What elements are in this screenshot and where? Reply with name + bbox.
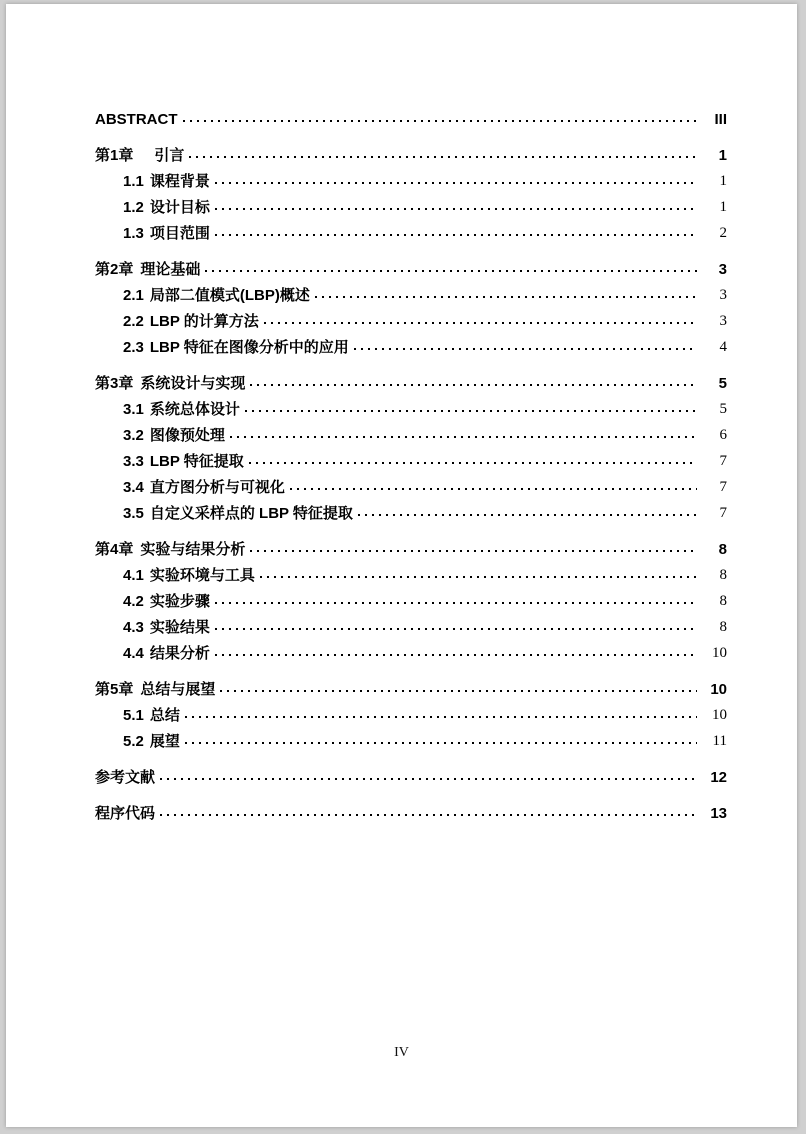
toc-entry[interactable] (95, 446, 727, 472)
leader-dots (220, 674, 697, 700)
toc-entry[interactable] (95, 420, 727, 446)
toc-entry[interactable] (95, 726, 727, 752)
leader-dots (215, 586, 697, 612)
entry-title: LBP 的计算方法 (149, 313, 259, 330)
entry-number: 3.5 (123, 505, 144, 522)
entry-page: 10 (710, 681, 727, 698)
toc-entry[interactable] (95, 560, 727, 586)
toc-entry[interactable] (95, 306, 727, 332)
toc-entry[interactable] (95, 586, 727, 612)
entry-number: 2.2 (123, 313, 144, 330)
entry-title: 参考文献 (95, 769, 156, 786)
toc-entry[interactable] (95, 700, 727, 726)
entry-title: 系统设计与实现 (140, 375, 246, 392)
entry-title: 理论基础 (140, 261, 201, 278)
entry-page: 3 (719, 287, 727, 303)
page-footer (6, 1045, 797, 1061)
entry-title: 直方图分析与可视化 (149, 479, 285, 496)
toc-entry[interactable] (95, 798, 727, 824)
toc-entry[interactable] (95, 638, 727, 664)
entry-title: 实验与结果分析 (140, 541, 246, 558)
leader-dots (189, 140, 697, 166)
entry-title: 自定义采样点的 LBP 特征提取 (149, 505, 353, 522)
leader-dots (215, 192, 697, 218)
toc-entry[interactable] (95, 498, 727, 524)
entry-page: 8 (718, 541, 727, 558)
leader-dots (250, 368, 697, 394)
entry-page: 4 (719, 339, 727, 355)
entry-number: 1.2 (123, 199, 144, 216)
entry-page: III (714, 111, 727, 128)
entry-page: 2 (719, 225, 727, 241)
entry-page: 5 (718, 375, 727, 392)
leader-dots (215, 612, 697, 638)
leader-dots (315, 280, 697, 306)
entry-number: 1.3 (123, 225, 144, 242)
leader-dots (290, 472, 697, 498)
entry-title: 总结 (149, 707, 180, 724)
toc-entry[interactable] (95, 368, 727, 394)
leader-dots (358, 498, 697, 524)
leader-dots (264, 306, 697, 332)
toc-entry[interactable] (95, 674, 727, 700)
entry-page: 5 (719, 401, 727, 417)
entry-number: 3.4 (123, 479, 144, 496)
toc-entry[interactable] (95, 280, 727, 306)
entry-page: 1 (718, 147, 727, 164)
entry-page: 7 (719, 505, 727, 521)
entry-title: 展望 (149, 733, 180, 750)
toc-entry[interactable] (95, 762, 727, 788)
leader-dots (354, 332, 697, 358)
toc-entry[interactable] (95, 394, 727, 420)
entry-title: 总结与展望 (140, 681, 216, 698)
leader-dots (160, 798, 697, 824)
entry-page: 1 (719, 199, 727, 215)
leader-dots (215, 218, 697, 244)
entry-title: LBP 特征在图像分析中的应用 (149, 339, 349, 356)
entry-page: 7 (719, 453, 727, 469)
entry-title: 局部二值模式(LBP)概述 (149, 287, 310, 304)
entry-number: 第4章 (95, 541, 134, 558)
entry-number: 4.4 (123, 645, 144, 662)
document-page (6, 4, 797, 1127)
entry-page: 7 (719, 479, 727, 495)
table-of-contents (6, 4, 797, 824)
entry-number: 3.2 (123, 427, 144, 444)
entry-number: 第1章 (95, 147, 134, 164)
toc-entry[interactable] (95, 166, 727, 192)
entry-number: 第5章 (95, 681, 134, 698)
leader-dots (250, 534, 697, 560)
toc-entry[interactable] (95, 472, 727, 498)
leader-dots (160, 762, 697, 788)
entry-page: 10 (712, 707, 727, 723)
leader-dots (260, 560, 697, 586)
entry-page: 11 (712, 733, 727, 749)
entry-page: 13 (710, 805, 727, 822)
entry-page: 3 (719, 313, 727, 329)
leader-dots (215, 638, 697, 664)
leader-dots (249, 446, 697, 472)
entry-number: 3.1 (123, 401, 144, 418)
leader-dots (230, 420, 697, 446)
entry-title: ABSTRACT (95, 111, 178, 128)
leader-dots (183, 104, 698, 130)
leader-dots (185, 700, 697, 726)
entry-number: 4.3 (123, 619, 144, 636)
entry-number: 2.3 (123, 339, 144, 356)
entry-number: 2.1 (123, 287, 144, 304)
entry-number: 1.1 (123, 173, 144, 190)
entry-number: 5.1 (123, 707, 144, 724)
entry-title: 课程背景 (149, 173, 210, 190)
entry-page: 8 (719, 567, 727, 583)
entry-title: 程序代码 (95, 805, 156, 822)
toc-entry[interactable] (95, 612, 727, 638)
entry-title: 项目范围 (149, 225, 210, 242)
entry-page: 12 (710, 769, 727, 786)
entry-number: 第2章 (95, 261, 134, 278)
leader-dots (245, 394, 697, 420)
entry-title: LBP 特征提取 (149, 453, 244, 470)
toc-entry[interactable] (95, 140, 727, 166)
toc-entry[interactable] (95, 534, 727, 560)
entry-title: 实验步骤 (149, 593, 210, 610)
entry-page: 10 (712, 645, 727, 661)
toc-entry[interactable] (95, 104, 727, 130)
page-number: IV (394, 1045, 409, 1060)
entry-page: 8 (719, 619, 727, 635)
entry-number: 3.3 (123, 453, 144, 470)
entry-number: 第3章 (95, 375, 134, 392)
entry-page: 3 (718, 261, 727, 278)
leader-dots (185, 726, 697, 752)
entry-page: 6 (719, 427, 727, 443)
entry-number: 4.2 (123, 593, 144, 610)
toc-entry[interactable] (95, 192, 727, 218)
leader-dots (205, 254, 697, 280)
entry-number: 5.2 (123, 733, 144, 750)
entry-title: 实验环境与工具 (149, 567, 255, 584)
leader-dots (215, 166, 697, 192)
entry-title: 引言 (154, 147, 185, 164)
entry-title: 设计目标 (149, 199, 210, 216)
toc-entry[interactable] (95, 332, 727, 358)
toc-entry[interactable] (95, 254, 727, 280)
entry-title: 图像预处理 (149, 427, 225, 444)
entry-title: 结果分析 (149, 645, 210, 662)
entry-page: 8 (719, 593, 727, 609)
entry-title: 实验结果 (149, 619, 210, 636)
entry-page: 1 (719, 173, 727, 189)
entry-number: 4.1 (123, 567, 144, 584)
toc-entry[interactable] (95, 218, 727, 244)
entry-title: 系统总体设计 (149, 401, 240, 418)
